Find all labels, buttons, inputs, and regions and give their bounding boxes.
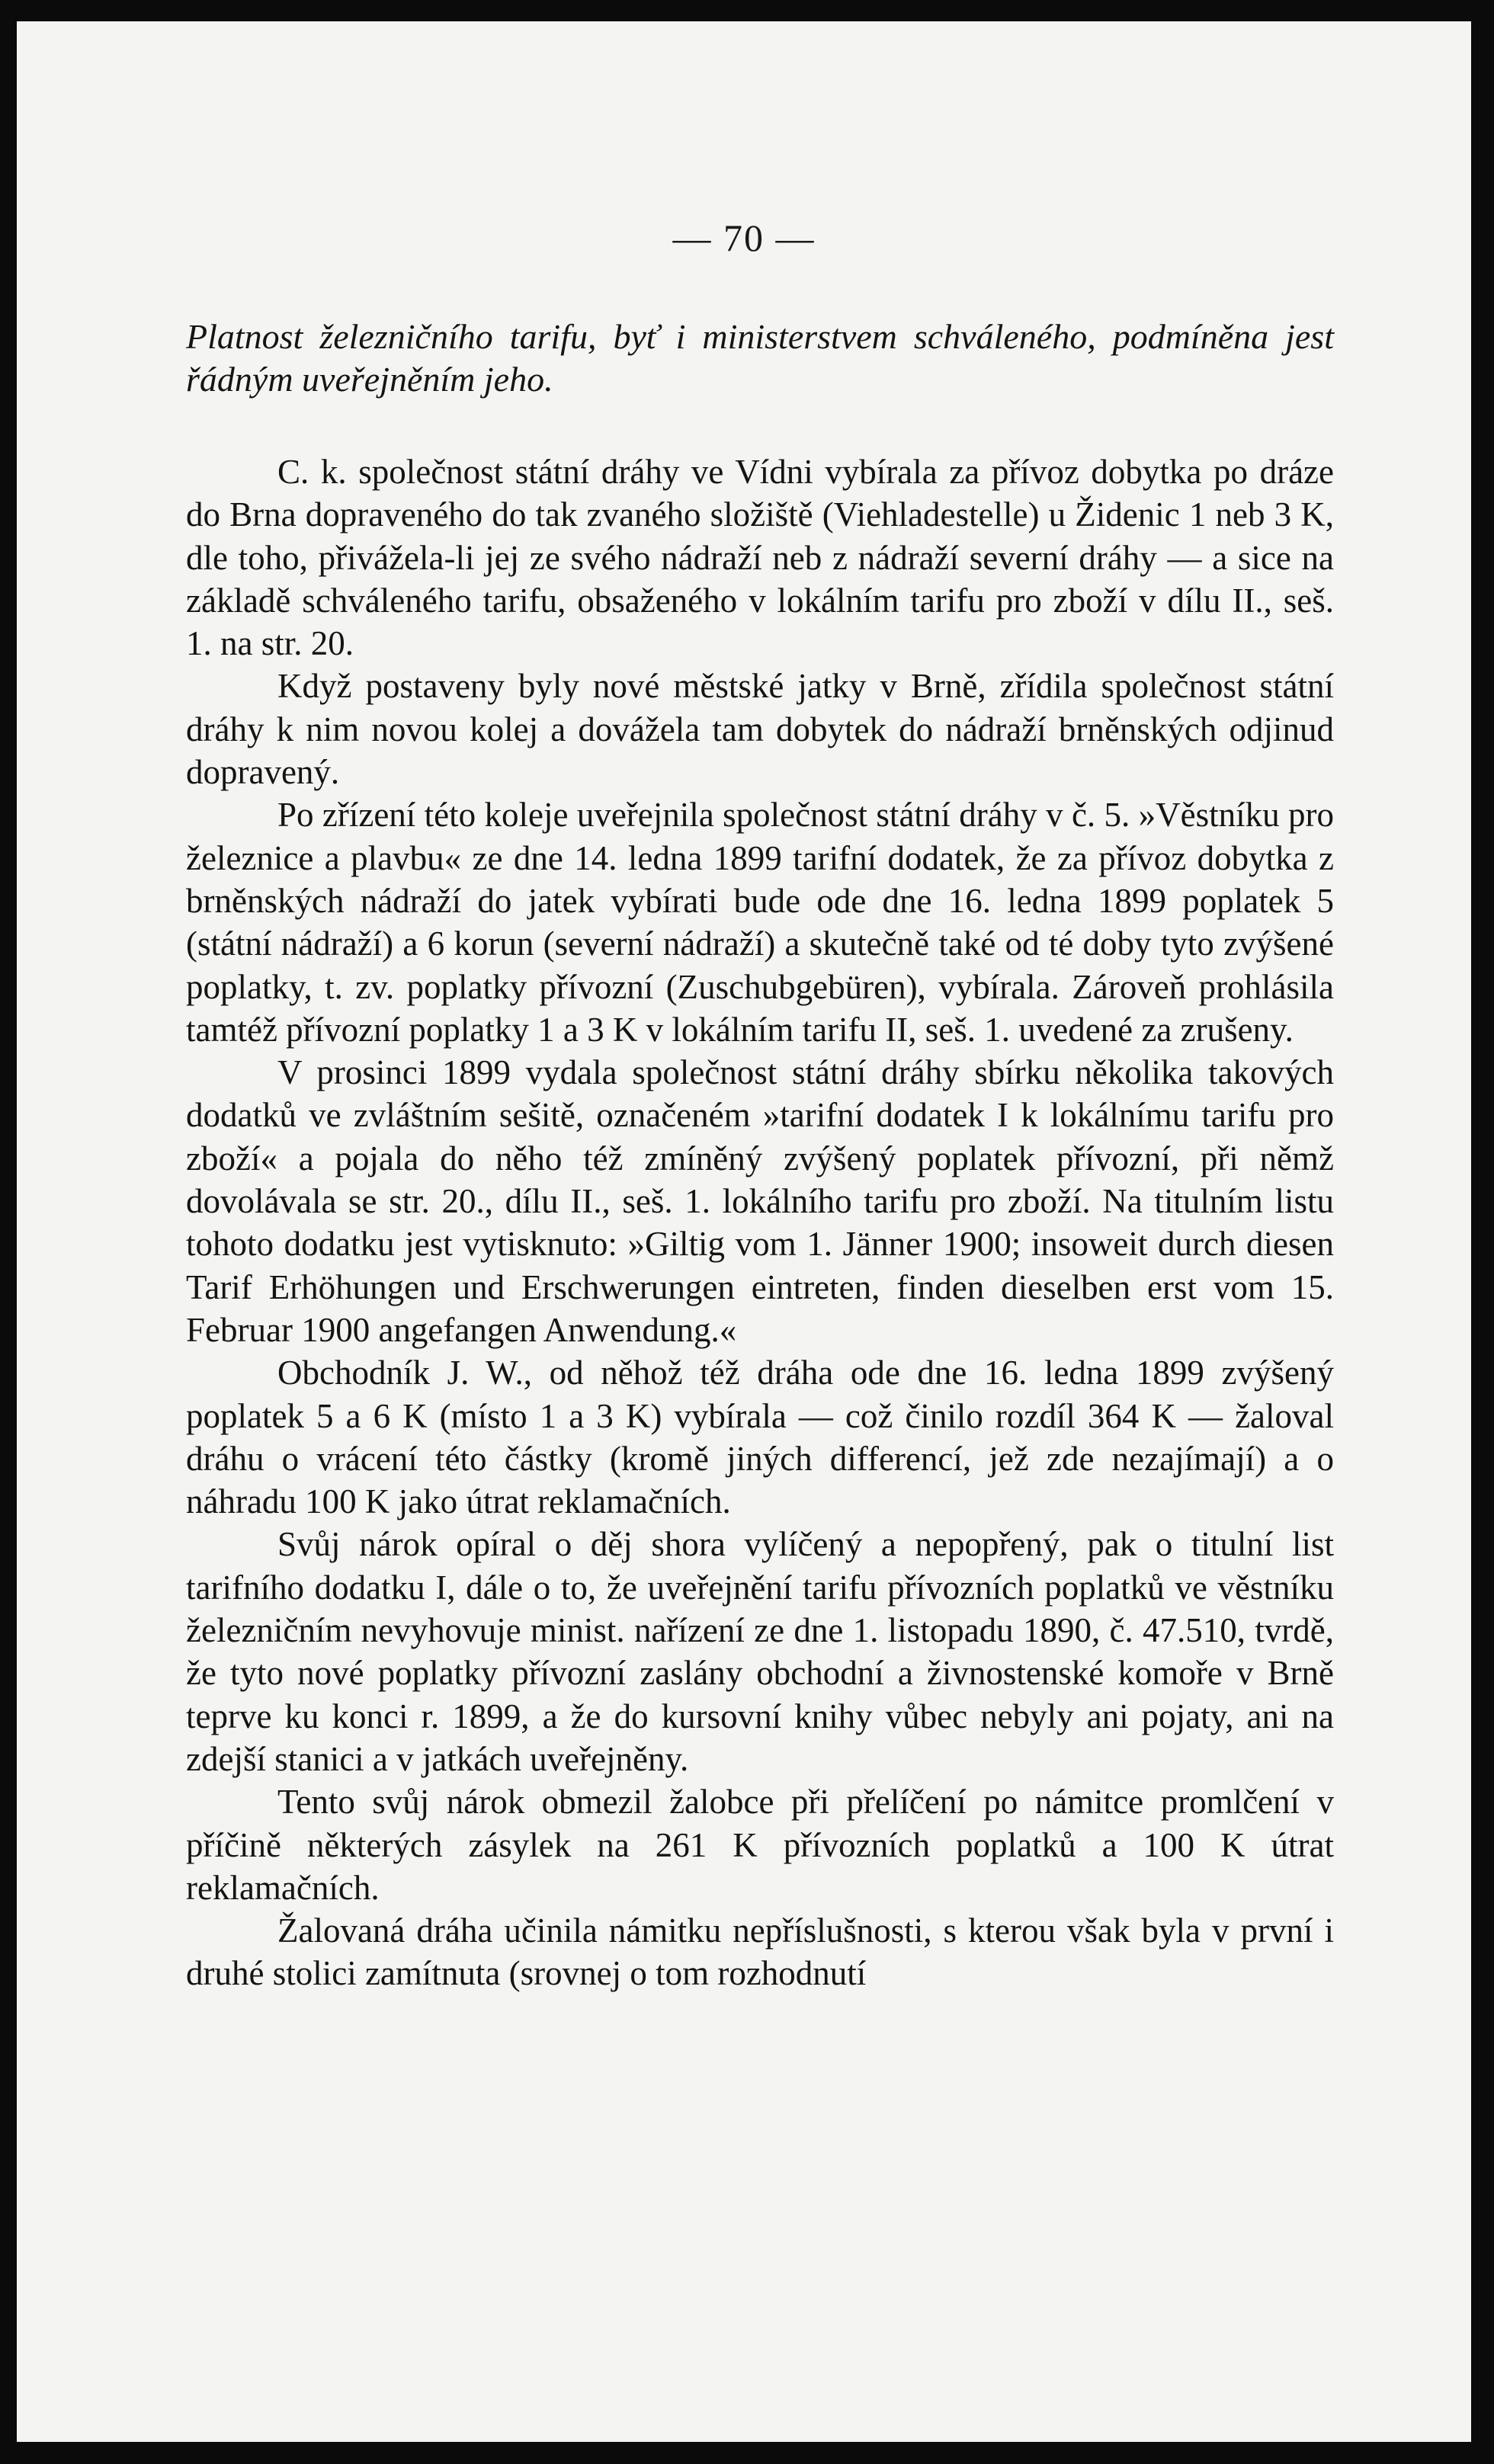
paragraph: Tento svůj nárok obmezil žalobce při přelíčení po námitce promlčení v příčině některých zásylek na 261 K přívozních poplatků a 100 K útrat reklamačních. (186, 1783, 1334, 1907)
paragraph: Svůj nárok opíral o děj shora vylíčený a nepopřený, pak o titulní list tarifního dodatku I, dále o to, že uveřejnění tarifu přívozních poplatků ve věstníku železničním nevyhovuje minist. nařízení ze dne 1. listopadu 1890, č. 47.510, tvrdě, že tyto nové poplatky přívozní zaslány obchodní a živnostenské komoře v Brně teprve ku konci r. 1899, a že do kursovní knihy vůbec nebyly ani pojaty, ani na zdejší stanici a v jatkách uveřejněny. (186, 1525, 1334, 1778)
book-page (17, 21, 1471, 2442)
paragraph: V prosinci 1899 vydala společnost státní dráhy sbírku několika takových dodatků ve zvláštním sešitě, označeném »tarifní dodatek I k lokálnímu tarifu pro zboží« a pojala do něho též zmíněný zvýšený poplatek přívozní, při němž dovolávala se str. 20., dílu II., seš. 1. lokálního tarifu pro zboží. Na titulním listu tohoto dodatku jest vytisknuto: »Giltig vom 1. Jänner 1900; insoweit durch diesen Tarif Erhöhungen und Erschwerungen eintreten, finden dieselben erst vom 15. Februar 1900 angefangen Anwendung.« (186, 1053, 1334, 1349)
paragraph: C. k. společnost státní dráhy ve Vídni vybírala za přívoz dobytka po dráze do Brna dopraveného do tak zvaného složiště (Viehladestelle) u Židenic 1 neb 3 K, dle toho, přivážela-li jej ze svého nádraží neb z nádraží severní dráhy — a sice na základě schváleného tarifu, obsaženého v lokálním tarifu pro zboží v dílu II., seš. 1. na str. 20. (186, 453, 1334, 663)
paragraph: Obchodník J. W., od něhož též dráha ode dne 16. ledna 1899 zvýšený poplatek 5 a 6 K (místo 1 a 3 K) vybírala — což činilo rozdíl 364 K — žaloval dráhu o vrácení této částky (kromě jiných differencí, jež zde nezajímají) a o náhradu 100 K jako útrat reklamačních. (186, 1354, 1334, 1521)
paragraph: Po zřízení této koleje uveřejnila společnost státní dráhy v č. 5. »Věstníku pro železnice a plavbu« ze dne 14. ledna 1899 tarifní dodatek, že za přívoz dobytka z brněnských nádraží do jatek vybírati bude ode dne 16. ledna 1899 poplatek 5 (státní nádraží) a 6 korun (severní nádraží) a skutečně také od té doby tyto zvýšené poplatky, t. zv. poplatky přívozní (Zuschubgebüren), vybírala. Zároveň prohlásila tamtéž přívozní poplatky 1 a 3 K v lokálním tarifu II, seš. 1. uvedené za zrušeny. (186, 796, 1334, 1049)
paragraph: Když postaveny byly nové městské jatky v Brně, zřídila společnost státní dráhy k nim novou kolej a dovážela tam dobytek do nádraží brněnských odjinud dopravený. (186, 667, 1334, 792)
page-number: — 70 — (672, 216, 816, 259)
section-heading: Platnost železničního tarifu, byť i ministerstvem schváleného, podmíněna jest řádným uveřejněním jeho. (186, 317, 1334, 399)
paragraph: Žalovaná dráha učinila námitku nepříslušnosti, s kterou však byla v první i druhé stolici zamítnuta (srovnej o tom rozhodnutí (186, 1911, 1334, 1993)
body-text (186, 450, 1334, 1995)
